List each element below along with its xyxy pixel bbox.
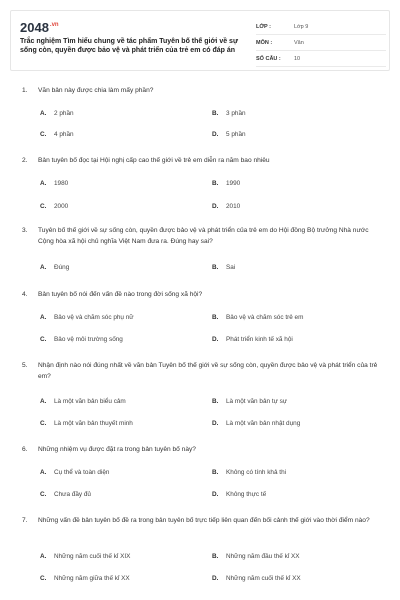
meta-row-class xyxy=(256,19,386,35)
option-letter: D. xyxy=(212,491,219,498)
question-stem xyxy=(22,290,378,301)
option-b[interactable] xyxy=(212,180,240,187)
option-letter: A. xyxy=(40,180,47,187)
option-text: Không có tính khả thi xyxy=(226,469,287,476)
question-text: Bản tuyên bố đọc tại Hội nghị cấp cao thế giới về trẻ em diễn ra năm bao nhiêu xyxy=(38,157,270,164)
option-letter: D. xyxy=(212,336,219,343)
option-letter: B. xyxy=(212,469,219,476)
option-letter: A. xyxy=(40,469,47,476)
option-text: Bảo vệ và chăm sóc phụ nữ xyxy=(54,314,134,321)
meta-value: Lớp 9 xyxy=(294,23,309,30)
option-letter: C. xyxy=(40,420,47,427)
option-letter: B. xyxy=(212,180,219,187)
question-text: Nhận định nào nói đúng nhất về văn bản Tuyên bố thế giới về sự sống còn, quyền được bảo vệ và phát triển của trẻ em? xyxy=(38,362,378,380)
option-letter: D. xyxy=(212,420,219,427)
header-card xyxy=(10,10,390,71)
logo-number: 2048 xyxy=(20,20,49,35)
option-letter: C. xyxy=(40,131,47,138)
option-text: Là một văn bản tự sự xyxy=(226,398,288,405)
option-b[interactable] xyxy=(212,469,286,476)
option-c[interactable] xyxy=(40,575,130,582)
question-number: 5. xyxy=(22,362,28,369)
option-text: 1990 xyxy=(226,180,241,187)
option-letter: B. xyxy=(212,314,219,321)
question-text: Văn bản này được chia làm mấy phần? xyxy=(38,87,154,94)
option-text: 4 phần xyxy=(54,131,74,138)
option-letter: C. xyxy=(40,575,47,582)
question-number: 7. xyxy=(22,517,28,524)
question-text: Những nhiệm vụ được đặt ra trong bản tuyên bố này? xyxy=(38,446,196,453)
option-text: Bảo vệ và chăm sóc trẻ em xyxy=(226,314,304,321)
page-title: Trắc nghiệm Tìm hiểu chung về tác phẩm Tuyên bố thế giới về sự sống còn, quyền được bảo vệ và phát triển của trẻ em có đáp án xyxy=(20,38,239,54)
option-text: 3 phần xyxy=(226,110,246,117)
logo[interactable] xyxy=(20,19,59,37)
question-3 xyxy=(22,226,378,247)
option-text: 5 phần xyxy=(226,131,246,138)
option-d[interactable] xyxy=(212,203,240,210)
question-7 xyxy=(22,516,378,527)
question-stem xyxy=(22,156,378,167)
option-letter: B. xyxy=(212,553,219,560)
question-5 xyxy=(22,361,378,382)
option-a[interactable] xyxy=(40,314,134,321)
logo-suffix: .vn xyxy=(49,21,59,28)
option-b[interactable] xyxy=(212,398,287,405)
question-stem xyxy=(22,516,378,527)
option-a[interactable] xyxy=(40,553,130,560)
option-b[interactable] xyxy=(212,264,235,271)
question-2 xyxy=(22,156,378,167)
option-text: Là một văn bản thuyết minh xyxy=(54,420,133,427)
question-number: 1. xyxy=(22,87,28,94)
option-letter: A. xyxy=(40,398,47,405)
option-a[interactable] xyxy=(40,180,68,187)
question-stem xyxy=(22,226,378,247)
option-text: Cụ thể và toàn diện xyxy=(54,469,110,476)
option-letter: C. xyxy=(40,336,47,343)
question-stem xyxy=(22,445,378,456)
option-text: 2010 xyxy=(226,203,241,210)
question-6 xyxy=(22,445,378,456)
option-c[interactable] xyxy=(40,131,74,138)
meta-table xyxy=(256,19,386,67)
question-number: 3. xyxy=(22,227,28,234)
option-letter: A. xyxy=(40,553,47,560)
option-letter: A. xyxy=(40,314,47,321)
option-letter: D. xyxy=(212,131,219,138)
option-text: Sai xyxy=(226,264,236,271)
question-number: 6. xyxy=(22,446,28,453)
option-letter: D. xyxy=(212,203,219,210)
meta-label: LỚP : xyxy=(256,23,271,30)
option-c[interactable] xyxy=(40,491,91,498)
option-letter: C. xyxy=(40,491,47,498)
option-text: 2 phần xyxy=(54,110,74,117)
option-letter: D. xyxy=(212,575,219,582)
option-a[interactable] xyxy=(40,398,126,405)
option-a[interactable] xyxy=(40,264,69,271)
option-d[interactable] xyxy=(212,491,266,498)
option-letter: A. xyxy=(40,110,47,117)
question-number: 4. xyxy=(22,291,28,298)
option-c[interactable] xyxy=(40,420,133,427)
option-a[interactable] xyxy=(40,469,109,476)
question-number: 2. xyxy=(22,157,28,164)
meta-value: 10 xyxy=(294,55,301,62)
meta-value: Văn xyxy=(294,39,304,46)
option-text: Những năm đầu thế kỉ XX xyxy=(226,553,300,560)
option-text: Đúng xyxy=(54,264,70,271)
option-c[interactable] xyxy=(40,336,123,343)
option-text: Không thực tế xyxy=(226,491,267,498)
option-letter: B. xyxy=(212,398,219,405)
option-letter: C. xyxy=(40,203,47,210)
option-text: Là một văn bản nhật dụng xyxy=(226,420,301,427)
option-b[interactable] xyxy=(212,110,246,117)
option-text: Là một văn bản biểu cảm xyxy=(54,398,126,405)
meta-row-subject xyxy=(256,35,386,51)
question-stem xyxy=(22,361,378,382)
question-1 xyxy=(22,86,378,97)
question-text: Tuyên bố thế giới về sự sống còn, quyền được bảo vệ và phát triển của trẻ em do Hội đồng Bộ trưởng Nhà nước Cộng hòa xã hội chủ nghĩa Việt Nam đưa ra. Đúng hay sai? xyxy=(38,227,369,245)
option-a[interactable] xyxy=(40,110,74,117)
question-4 xyxy=(22,290,378,301)
option-d[interactable] xyxy=(212,336,293,343)
option-d[interactable] xyxy=(212,575,301,582)
option-b[interactable] xyxy=(212,553,300,560)
option-text: 1980 xyxy=(54,180,69,187)
meta-label: SỐ CÂU : xyxy=(256,55,281,62)
option-text: Những năm cuối thế kỉ XX xyxy=(226,575,301,582)
option-text: Chưa đầy đủ xyxy=(54,491,91,498)
option-letter: A. xyxy=(40,264,47,271)
option-text: Phát triển kinh tế xã hội xyxy=(226,336,293,343)
option-text: Những năm cuối thế kỉ XIX xyxy=(54,553,131,560)
option-text: Bảo vệ môi trường sống xyxy=(54,336,123,343)
option-d[interactable] xyxy=(212,131,246,138)
question-stem xyxy=(22,86,378,97)
option-d[interactable] xyxy=(212,420,300,427)
option-b[interactable] xyxy=(212,314,303,321)
option-letter: B. xyxy=(212,264,219,271)
option-text: Những năm giữa thế kỉ XX xyxy=(54,575,130,582)
option-c[interactable] xyxy=(40,203,68,210)
option-letter: B. xyxy=(212,110,219,117)
option-text: 2000 xyxy=(54,203,69,210)
question-text: Bản tuyên bố nói đến vấn đề nào trong đời sống xã hội? xyxy=(38,291,203,298)
meta-label: MÔN : xyxy=(256,39,273,46)
question-text: Những vấn đề bản tuyên bố đề ra trong bản tuyên bố trực tiếp liên quan đến bối cảnh thế giới vào thời điểm nào? xyxy=(38,517,370,524)
meta-row-count xyxy=(256,51,386,67)
